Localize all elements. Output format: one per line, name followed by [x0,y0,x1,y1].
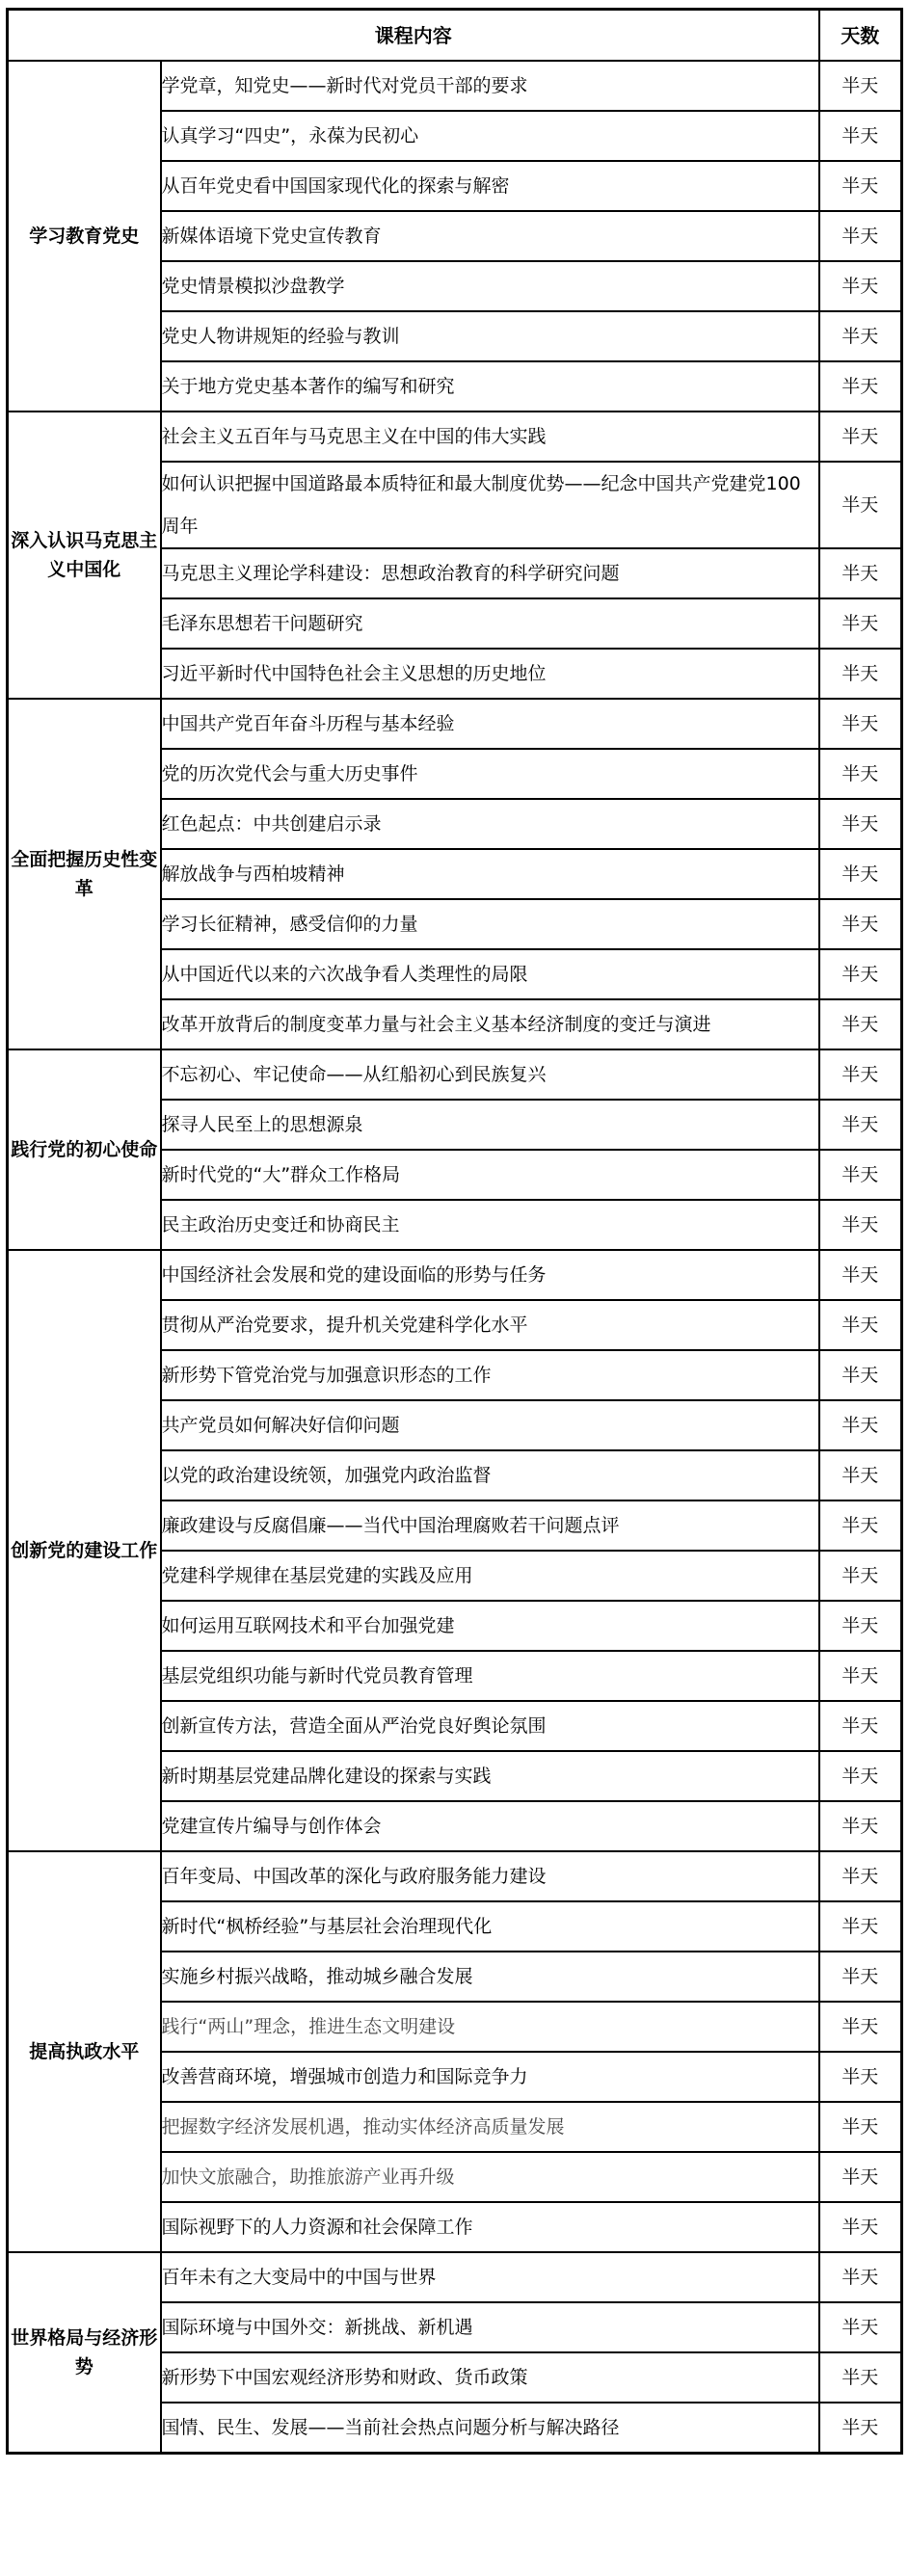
topic-cell: 学习长征精神，感受信仰的力量 [161,899,819,949]
days-cell: 半天 [819,1300,902,1350]
days-cell: 半天 [819,1901,902,1952]
topic-cell: 新时代党的“大”群众工作格局 [161,1150,819,1200]
table-body [8,61,902,2454]
days-cell: 半天 [819,598,902,649]
days-cell: 半天 [819,2152,902,2202]
days-cell: 半天 [819,1200,902,1250]
topic-cell: 从中国近代以来的六次战争看人类理性的局限 [161,949,819,999]
table-row [8,1851,902,1901]
header-days: 天数 [819,10,902,62]
days-cell: 半天 [819,899,902,949]
days-cell: 半天 [819,1350,902,1400]
topic-cell: 从百年党史看中国国家现代化的探索与解密 [161,161,819,211]
topic-cell: 如何认识把握中国道路最本质特征和最大制度优势——纪念中国共产党建党100周年 [161,462,819,548]
topic-cell: 百年变局、中国改革的深化与政府服务能力建设 [161,1851,819,1901]
topic-cell: 关于地方党史基本著作的编写和研究 [161,361,819,412]
days-cell: 半天 [819,2403,902,2454]
days-cell: 半天 [819,462,902,548]
category-cell: 世界格局与经济形势 [8,2252,161,2454]
days-cell: 半天 [819,2252,902,2302]
topic-cell: 国情、民生、发展——当前社会热点问题分析与解决路径 [161,2403,819,2454]
category-cell: 提高执政水平 [8,1851,161,2252]
days-cell: 半天 [819,1551,902,1601]
topic-cell: 新形势下管党治党与加强意识形态的工作 [161,1350,819,1400]
days-cell: 半天 [819,361,902,412]
topic-cell: 党史人物讲规矩的经验与教训 [161,311,819,361]
days-cell: 半天 [819,2302,902,2352]
topic-cell: 以党的政治建设统领，加强党内政治监督 [161,1450,819,1500]
days-cell: 半天 [819,849,902,899]
days-cell: 半天 [819,1801,902,1851]
topic-cell: 新媒体语境下党史宣传教育 [161,211,819,261]
days-cell: 半天 [819,2352,902,2403]
days-cell: 半天 [819,799,902,849]
days-cell: 半天 [819,412,902,462]
days-cell: 半天 [819,649,902,699]
topic-cell: 共产党员如何解决好信仰问题 [161,1400,819,1450]
header-course-content: 课程内容 [8,10,819,62]
topic-cell: 党建宣传片编导与创作体会 [161,1801,819,1851]
days-cell: 半天 [819,1100,902,1150]
topic-cell: 国际视野下的人力资源和社会保障工作 [161,2202,819,2252]
topic-cell: 社会主义五百年与马克思主义在中国的伟大实践 [161,412,819,462]
category-cell: 践行党的初心使命 [8,1049,161,1250]
topic-cell: 新时代“枫桥经验”与基层社会治理现代化 [161,1901,819,1952]
topic-cell: 改善营商环境，增强城市创造力和国际竞争力 [161,2052,819,2102]
days-cell: 半天 [819,1751,902,1801]
topic-cell: 习近平新时代中国特色社会主义思想的历史地位 [161,649,819,699]
topic-cell: 学党章，知党史——新时代对党员干部的要求 [161,61,819,111]
days-cell: 半天 [819,1500,902,1551]
table-row [8,61,902,111]
days-cell: 半天 [819,1952,902,2002]
days-cell: 半天 [819,111,902,161]
days-cell: 半天 [819,261,902,311]
days-cell: 半天 [819,949,902,999]
topic-cell: 国际环境与中国外交：新挑战、新机遇 [161,2302,819,2352]
table-row [8,1250,902,1300]
days-cell: 半天 [819,548,902,598]
topic-cell: 加快文旅融合，助推旅游产业再升级 [161,2152,819,2202]
topic-cell: 把握数字经济发展机遇，推动实体经济高质量发展 [161,2102,819,2152]
topic-cell: 贯彻从严治党要求，提升机关党建科学化水平 [161,1300,819,1350]
course-table [6,8,903,2455]
topic-cell: 党的历次党代会与重大历史事件 [161,749,819,799]
topic-cell: 毛泽东思想若干问题研究 [161,598,819,649]
days-cell: 半天 [819,1651,902,1701]
days-cell: 半天 [819,1049,902,1100]
topic-cell: 基层党组织功能与新时代党员教育管理 [161,1651,819,1701]
days-cell: 半天 [819,1701,902,1751]
table-row [8,2252,902,2302]
category-cell: 创新党的建设工作 [8,1250,161,1851]
topic-cell: 不忘初心、牢记使命——从红船初心到民族复兴 [161,1049,819,1100]
category-cell: 学习教育党史 [8,61,161,412]
days-cell: 半天 [819,2052,902,2102]
topic-cell: 党史情景模拟沙盘教学 [161,261,819,311]
topic-cell: 党建科学规律在基层党建的实践及应用 [161,1551,819,1601]
days-cell: 半天 [819,1851,902,1901]
topic-cell: 民主政治历史变迁和协商民主 [161,1200,819,1250]
days-cell: 半天 [819,1601,902,1651]
topic-cell: 践行“两山”理念，推进生态文明建设 [161,2002,819,2052]
days-cell: 半天 [819,1400,902,1450]
topic-cell: 如何运用互联网技术和平台加强党建 [161,1601,819,1651]
topic-cell: 百年未有之大变局中的中国与世界 [161,2252,819,2302]
days-cell: 半天 [819,161,902,211]
table-header-row [8,10,902,62]
days-cell: 半天 [819,1450,902,1500]
days-cell: 半天 [819,61,902,111]
days-cell: 半天 [819,749,902,799]
topic-cell: 探寻人民至上的思想源泉 [161,1100,819,1150]
topic-cell: 马克思主义理论学科建设：思想政治教育的科学研究问题 [161,548,819,598]
days-cell: 半天 [819,699,902,749]
days-cell: 半天 [819,2202,902,2252]
topic-cell: 中国经济社会发展和党的建设面临的形势与任务 [161,1250,819,1300]
days-cell: 半天 [819,1250,902,1300]
topic-cell: 新时期基层党建品牌化建设的探索与实践 [161,1751,819,1801]
topic-cell: 廉政建设与反腐倡廉——当代中国治理腐败若干问题点评 [161,1500,819,1551]
days-cell: 半天 [819,1150,902,1200]
topic-cell: 红色起点：中共创建启示录 [161,799,819,849]
topic-cell: 实施乡村振兴战略，推动城乡融合发展 [161,1952,819,2002]
table-row [8,412,902,462]
category-cell: 全面把握历史性变革 [8,699,161,1049]
topic-cell: 解放战争与西柏坡精神 [161,849,819,899]
days-cell: 半天 [819,311,902,361]
topic-cell: 认真学习“四史”，永葆为民初心 [161,111,819,161]
days-cell: 半天 [819,999,902,1049]
category-cell: 深入认识马克思主义中国化 [8,412,161,699]
days-cell: 半天 [819,2102,902,2152]
topic-cell: 中国共产党百年奋斗历程与基本经验 [161,699,819,749]
topic-cell: 改革开放背后的制度变革力量与社会主义基本经济制度的变迁与演进 [161,999,819,1049]
table-row [8,699,902,749]
topic-cell: 创新宣传方法，营造全面从严治党良好舆论氛围 [161,1701,819,1751]
days-cell: 半天 [819,211,902,261]
table-row [8,1049,902,1100]
topic-cell: 新形势下中国宏观经济形势和财政、货币政策 [161,2352,819,2403]
days-cell: 半天 [819,2002,902,2052]
